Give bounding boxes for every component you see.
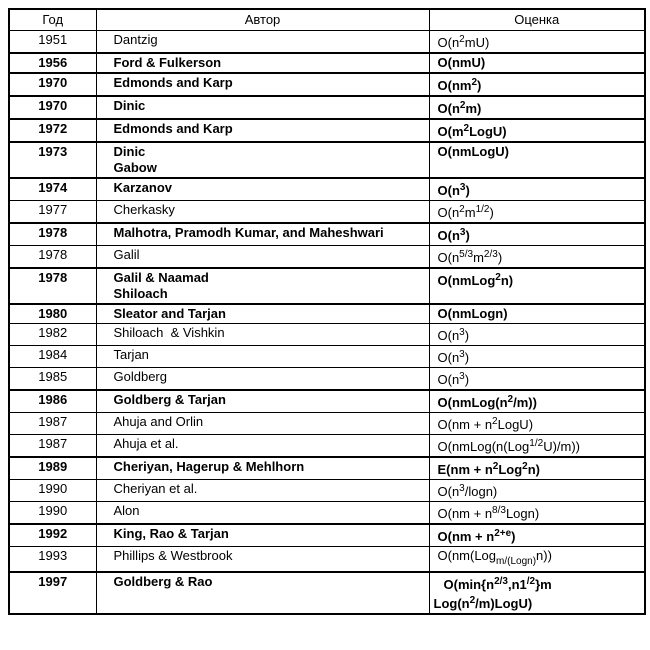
author-cell: [96, 572, 429, 614]
complexity-formula: [438, 414, 642, 433]
formula-segment: ): [464, 328, 470, 343]
formula-segment: 2: [492, 461, 499, 472]
author-name: Malhotra, Pramodh Kumar, and Maheshwari: [113, 225, 384, 240]
formula-segment: Log: [498, 462, 523, 477]
author-name: Gabow: [113, 160, 157, 175]
author-name: Galil & Naamad: [113, 270, 209, 285]
complexity-cell: [429, 435, 645, 458]
author-cell: [96, 142, 429, 178]
year-cell: 1956: [9, 53, 96, 73]
author-cell: [96, 73, 429, 96]
formula-segment: 2: [459, 34, 465, 45]
year-cell: 1984: [9, 346, 96, 368]
table-row: [9, 268, 645, 304]
table-row: [9, 368, 645, 391]
author-name: Karzanov: [113, 180, 173, 195]
author-cell: [96, 268, 429, 304]
formula-segment: ): [497, 250, 503, 265]
author-name: Dinic: [113, 144, 146, 159]
table-row: [9, 346, 645, 368]
table-row: [9, 457, 645, 480]
year-cell: 1978: [9, 268, 96, 304]
formula-segment: O(nm + n: [437, 506, 493, 521]
complexity-formula: [438, 392, 642, 411]
formula-segment: n): [527, 462, 540, 477]
complexity-formula: [438, 32, 642, 51]
formula-segment: ,n1: [507, 577, 527, 592]
author-cell: [96, 31, 429, 54]
formula-segment: 2/3: [494, 576, 508, 587]
table-row: [9, 96, 645, 119]
formula-segment: m: [464, 205, 476, 220]
formula-segment: 2: [459, 204, 465, 215]
formula-segment: 2: [463, 123, 470, 134]
author-name: Ahuja et al.: [113, 436, 179, 451]
table-row: [9, 119, 645, 142]
author-name: King, Rao & Tarjan: [113, 526, 229, 541]
formula-segment: O(n: [437, 205, 460, 220]
year-cell: 1974: [9, 178, 96, 201]
year-cell: 1978: [9, 246, 96, 269]
author-name: Ahuja and Orlin: [113, 414, 204, 429]
formula-segment: 2: [471, 77, 478, 88]
year-cell: 1951: [9, 31, 96, 54]
formula-segment: O(n: [437, 101, 460, 116]
complexity-cell: [429, 324, 645, 346]
table-row: [9, 31, 645, 54]
year-cell: 1992: [9, 524, 96, 547]
complexity-cell: [429, 368, 645, 391]
formula-segment: ): [465, 183, 470, 198]
author-name: Cherkasky: [113, 202, 175, 217]
formula-segment: ): [465, 228, 470, 243]
author-cell: [96, 435, 429, 458]
formula-segment: 3: [459, 182, 466, 193]
table-row: [9, 246, 645, 269]
table-row: [9, 390, 645, 413]
complexity-formula: [438, 574, 642, 593]
complexity-cell: [429, 390, 645, 413]
formula-segment: /2: [526, 576, 536, 587]
complexity-cell: [429, 502, 645, 525]
complexity-cell: [429, 142, 645, 178]
formula-segment: O(nm + n: [437, 417, 493, 432]
formula-segment: O(nm(Log: [437, 548, 497, 563]
formula-segment: O(nm + n: [437, 529, 495, 544]
author-cell: [96, 119, 429, 142]
complexity-cell: [429, 223, 645, 246]
formula-segment: O(nm: [437, 78, 472, 93]
author-cell: [96, 524, 429, 547]
complexity-formula: [438, 347, 642, 366]
col-header-complexity: Оценка: [429, 9, 645, 31]
year-cell: 1977: [9, 201, 96, 224]
formula-segment: O(n: [437, 183, 460, 198]
complexity-formula: [438, 75, 642, 94]
year-cell: 1972: [9, 119, 96, 142]
complexity-cell: [429, 53, 645, 73]
table-row: [9, 324, 645, 346]
formula-segment: /m)): [513, 395, 537, 410]
author-name: Phillips & Westbrook: [113, 548, 233, 563]
complexity-cell: [429, 178, 645, 201]
formula-segment: O(nmLogU): [437, 144, 509, 159]
complexity-cell: [429, 346, 645, 368]
year-cell: 1982: [9, 324, 96, 346]
table-row: [9, 304, 645, 324]
author-name: Galil: [113, 247, 140, 262]
complexity-formula: [438, 247, 642, 266]
author-cell: [96, 502, 429, 525]
formula-segment: O(nmU): [437, 55, 486, 70]
year-cell: 1970: [9, 73, 96, 96]
formula-segment: O(n: [437, 328, 460, 343]
author-name: Ford & Fulkerson: [113, 55, 222, 70]
formula-segment: ): [477, 78, 482, 93]
formula-segment: 2: [495, 272, 501, 283]
author-cell: [96, 346, 429, 368]
table-row: [9, 524, 645, 547]
formula-segment: m/(Logn): [496, 556, 537, 567]
complexity-cell: [429, 96, 645, 119]
complexity-formula: [438, 459, 642, 478]
formula-segment: 3: [459, 227, 466, 238]
formula-segment: LogU): [497, 417, 534, 432]
year-cell: 1970: [9, 96, 96, 119]
author-cell: [96, 368, 429, 391]
formula-segment: 3: [459, 349, 465, 360]
table-row: [9, 142, 645, 178]
formula-segment: mU): [464, 35, 490, 50]
complexity-formula: [438, 325, 642, 344]
complexity-cell: [429, 457, 645, 480]
author-name: Edmonds and Karp: [113, 75, 233, 90]
formula-segment: 2: [507, 394, 514, 405]
author-cell: [96, 547, 429, 573]
year-cell: 1990: [9, 480, 96, 502]
formula-segment: O(m: [437, 124, 464, 139]
formula-segment: m: [473, 250, 484, 265]
author-cell: [96, 390, 429, 413]
complexity-formula: [438, 180, 642, 199]
formula-segment: 3: [459, 483, 465, 494]
author-name: Sleator and Tarjan: [113, 306, 226, 321]
formula-segment: ): [489, 205, 494, 220]
complexity-cell: [429, 304, 645, 324]
year-cell: 1980: [9, 304, 96, 324]
year-cell: 1993: [9, 547, 96, 573]
complexity-formula: [438, 121, 642, 140]
formula-segment: O(n: [437, 228, 460, 243]
author-cell: [96, 324, 429, 346]
formula-segment: O(nmLog(n: [437, 395, 508, 410]
table-row: [9, 413, 645, 435]
author-name: Goldberg: [113, 369, 167, 384]
col-header-author: Автор: [96, 9, 429, 31]
formula-segment: 1/2: [529, 438, 544, 449]
formula-segment: 1/2: [475, 204, 490, 215]
author-name: Shiloach: [113, 286, 168, 301]
complexity-formula: [438, 225, 642, 244]
formula-segment: }m: [535, 577, 552, 592]
formula-segment: 2: [522, 461, 528, 472]
formula-segment: /logn): [464, 484, 498, 499]
author-name: Cheriyan, Hagerup & Mehlhorn: [113, 459, 305, 474]
formula-segment: O(nmLog: [437, 273, 496, 288]
formula-segment: O(n: [437, 372, 460, 387]
complexity-cell: [429, 31, 645, 54]
author-cell: [96, 457, 429, 480]
formula-segment: n): [500, 273, 514, 288]
formula-segment: /m)LogU): [475, 596, 533, 611]
complexity-formula: [438, 526, 642, 545]
formula-segment: O(n: [437, 484, 460, 499]
complexity-formula: [438, 548, 642, 570]
author-cell: [96, 178, 429, 201]
max-flow-complexity-table: [8, 8, 646, 615]
formula-segment: ): [511, 529, 516, 544]
author-cell: [96, 201, 429, 224]
year-cell: 1986: [9, 390, 96, 413]
formula-segment: ): [464, 372, 470, 387]
year-cell: 1973: [9, 142, 96, 178]
formula-segment: E(nm + n: [437, 462, 493, 477]
table-row: [9, 178, 645, 201]
year-cell: 1978: [9, 223, 96, 246]
formula-segment: LogU): [469, 124, 507, 139]
author-name: Shiloach & Vishkin: [113, 325, 225, 340]
complexity-cell: [429, 246, 645, 269]
formula-segment: 3: [459, 327, 465, 338]
complexity-formula: [438, 202, 642, 221]
table-row: [9, 201, 645, 224]
table-row: [9, 480, 645, 502]
formula-segment: Logn): [505, 506, 540, 521]
formula-segment: 5/3: [459, 249, 474, 260]
author-cell: [96, 53, 429, 73]
complexity-formula: [438, 436, 642, 455]
formula-segment: 3: [459, 371, 465, 382]
author-name: Cheriyan et al.: [113, 481, 198, 496]
formula-segment: 2: [459, 100, 466, 111]
year-cell: 1985: [9, 368, 96, 391]
formula-segment: 2/3: [483, 249, 498, 260]
author-name: Tarjan: [113, 347, 149, 362]
complexity-formula: [438, 481, 642, 500]
year-cell: 1987: [9, 413, 96, 435]
complexity-formula: [438, 144, 642, 160]
author-name: Goldberg & Tarjan: [113, 392, 226, 407]
formula-segment: 2+e: [494, 528, 512, 539]
col-header-year: Год: [9, 9, 96, 31]
author-name: Alon: [113, 503, 140, 518]
complexity-cell: [429, 119, 645, 142]
header-row: [9, 9, 645, 31]
formula-segment: m): [465, 101, 482, 116]
table-row: [9, 223, 645, 246]
complexity-cell: [429, 413, 645, 435]
formula-segment: 2: [492, 416, 498, 427]
author-cell: [96, 480, 429, 502]
author-name: Goldberg & Rao: [113, 574, 213, 589]
author-cell: [96, 304, 429, 324]
table-row: [9, 547, 645, 573]
complexity-formula: [438, 369, 642, 388]
complexity-formula: [438, 55, 642, 71]
table-row: [9, 53, 645, 73]
formula-segment: O(n: [437, 35, 460, 50]
author-name: Dinic: [113, 98, 146, 113]
complexity-cell: [429, 480, 645, 502]
complexity-cell: [429, 268, 645, 304]
table-row: [9, 502, 645, 525]
formula-segment: 8/3: [492, 505, 506, 516]
formula-segment: O(nmLog(n(Log: [437, 439, 530, 454]
year-cell: 1989: [9, 457, 96, 480]
formula-segment: ): [464, 350, 470, 365]
complexity-formula: [438, 503, 642, 522]
formula-segment: O(min{n: [443, 577, 495, 592]
year-cell: 1990: [9, 502, 96, 525]
year-cell: 1987: [9, 435, 96, 458]
author-cell: [96, 413, 429, 435]
table-row: [9, 572, 645, 614]
formula-segment: n)): [536, 548, 552, 563]
complexity-cell: [429, 524, 645, 547]
complexity-formula: [438, 270, 642, 289]
formula-segment: O(n: [437, 250, 460, 265]
formula-segment: 2: [469, 595, 476, 606]
table-row: [9, 73, 645, 96]
author-cell: [96, 96, 429, 119]
formula-segment: O(n: [437, 350, 460, 365]
formula-segment: O(nmLogn): [437, 306, 508, 321]
complexity-formula: [434, 593, 642, 612]
formula-segment: Log(n: [433, 596, 470, 611]
year-cell: 1997: [9, 572, 96, 614]
table-body: [9, 31, 645, 615]
author-cell: [96, 246, 429, 269]
table-row: [9, 435, 645, 458]
author-cell: [96, 223, 429, 246]
author-name: Dantzig: [113, 32, 158, 47]
author-name: Edmonds and Karp: [113, 121, 233, 136]
table-header: [9, 9, 645, 31]
formula-segment: U)/m)): [543, 439, 581, 454]
complexity-cell: [429, 73, 645, 96]
complexity-cell: [429, 547, 645, 573]
complexity-formula: [438, 98, 642, 117]
complexity-cell: [429, 201, 645, 224]
complexity-cell: [429, 572, 645, 614]
complexity-formula: [438, 306, 642, 322]
